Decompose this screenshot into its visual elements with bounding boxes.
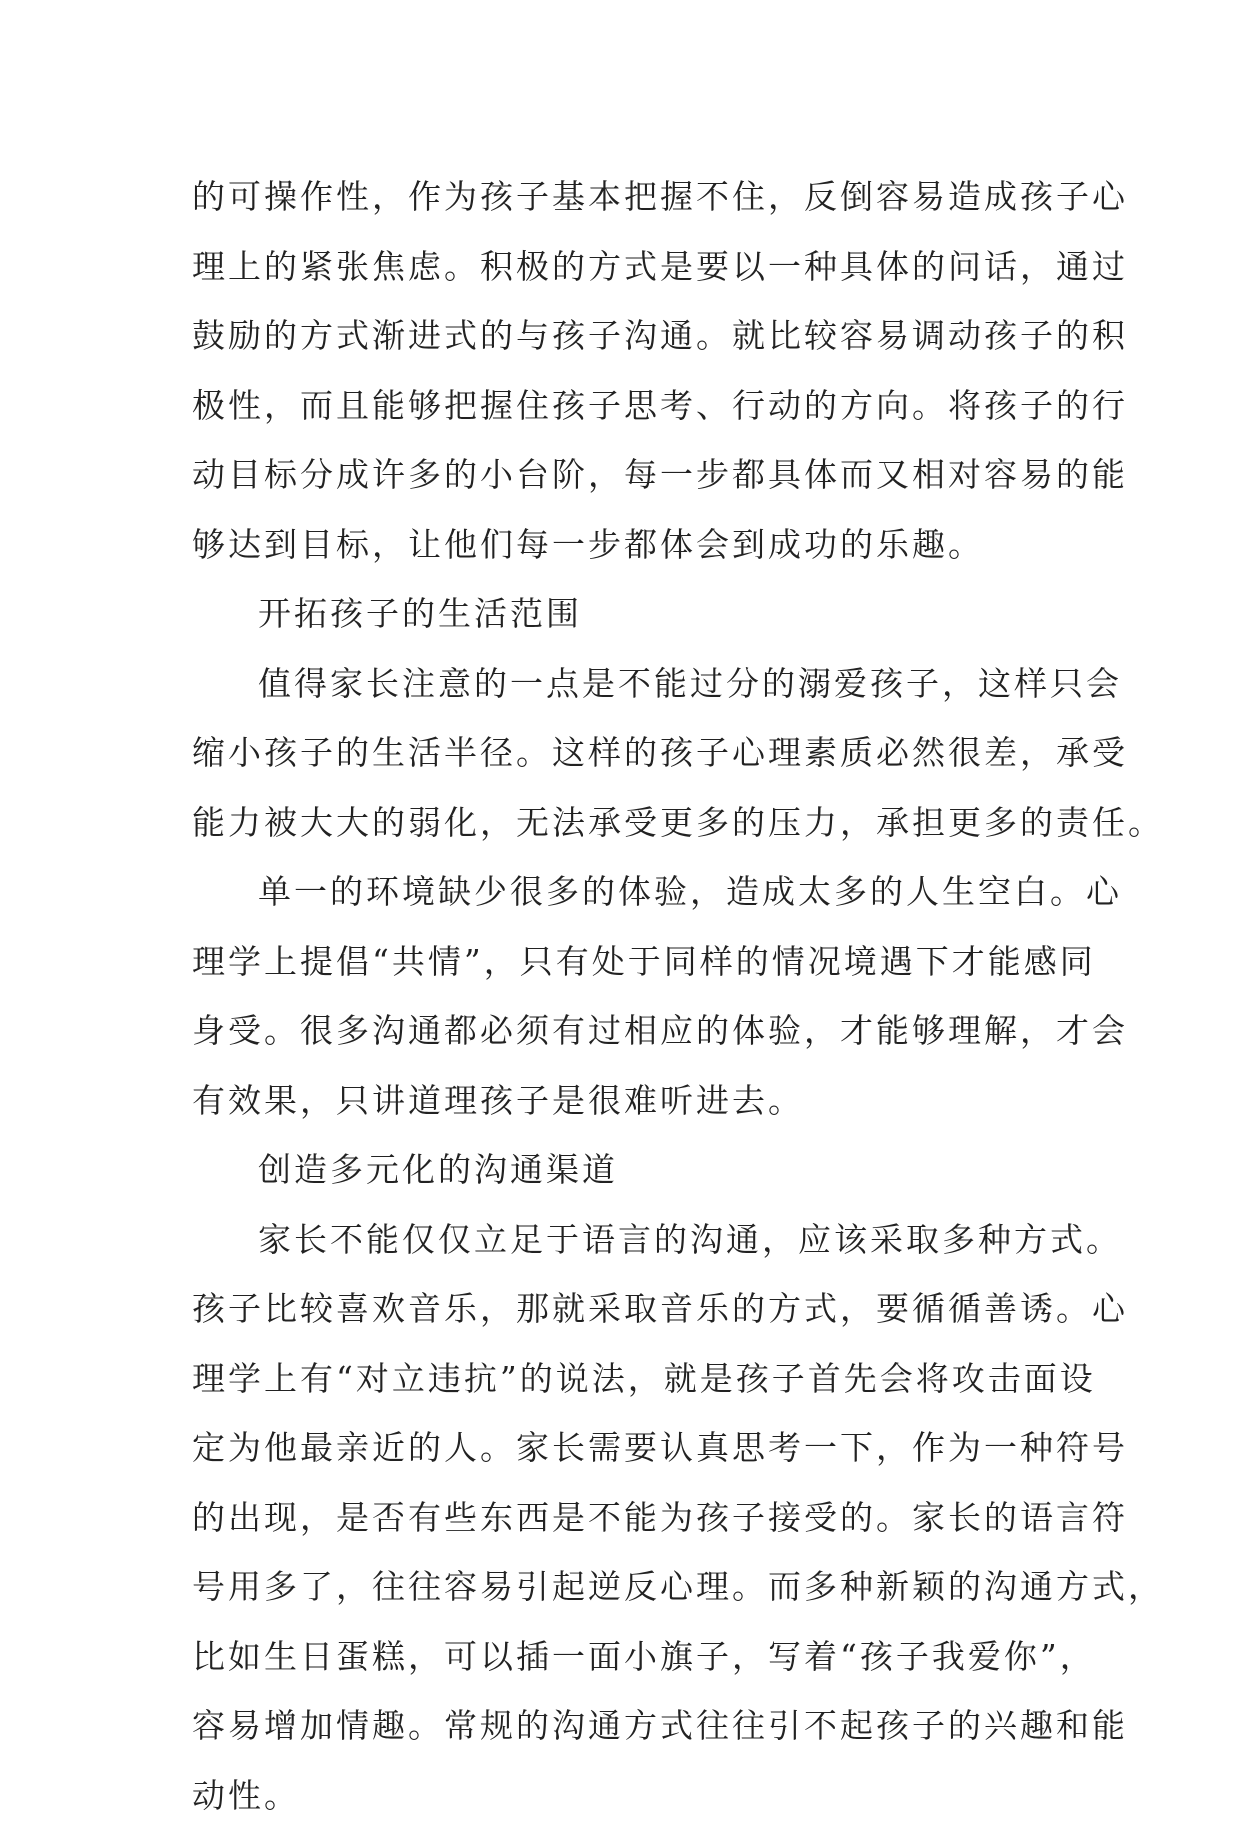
- paragraph-first-line: 家长不能仅仅立足于语言的沟通，应该采取多种方式。: [192, 1205, 1067, 1275]
- text-line: 理学上提倡“共情”，只有处于同样的情况境遇下才能感同: [192, 927, 1067, 997]
- paragraph-first-line: 创造多元化的沟通渠道: [192, 1135, 1067, 1205]
- text-line: 孩子比较喜欢音乐，那就采取音乐的方式，要循循善诱。心: [192, 1274, 1067, 1344]
- text-line: 的可操作性，作为孩子基本把握不住，反倒容易造成孩子心: [192, 162, 1067, 232]
- text-line: 号用多了，往往容易引起逆反心理。而多种新颖的沟通方式，: [192, 1552, 1067, 1622]
- text-line: 能力被大大的弱化，无法承受更多的压力，承担更多的责任。: [192, 788, 1067, 858]
- text-line: 理学上有“对立违抗”的说法，就是孩子首先会将攻击面设: [192, 1344, 1067, 1414]
- text-line: 定为他最亲近的人。家长需要认真思考一下，作为一种符号: [192, 1413, 1067, 1483]
- paragraph-first-line: 开拓孩子的生活范围: [192, 579, 1067, 649]
- text-line: 动性。: [192, 1761, 1067, 1830]
- text-line: 身受。很多沟通都必须有过相应的体验，才能够理解，才会: [192, 996, 1067, 1066]
- text-line: 的出现，是否有些东西是不能为孩子接受的。家长的语言符: [192, 1483, 1067, 1553]
- paragraph-first-line: 单一的环境缺少很多的体验，造成太多的人生空白。心: [192, 857, 1067, 927]
- text-line: 比如生日蛋糕，可以插一面小旗子，写着“孩子我爱你”，: [192, 1622, 1067, 1692]
- paragraph-first-line: 值得家长注意的一点是不能过分的溺爱孩子，这样只会: [192, 649, 1067, 719]
- text-line: 够达到目标，让他们每一步都体会到成功的乐趣。: [192, 510, 1067, 580]
- text-line: 极性，而且能够把握住孩子思考、行动的方向。将孩子的行: [192, 371, 1067, 441]
- text-line: 动目标分成许多的小台阶，每一步都具体而又相对容易的能: [192, 440, 1067, 510]
- text-line: 理上的紧张焦虑。积极的方式是要以一种具体的问话，通过: [192, 232, 1067, 302]
- text-line: 有效果，只讲道理孩子是很难听进去。: [192, 1066, 1067, 1136]
- text-line: 鼓励的方式渐进式的与孩子沟通。就比较容易调动孩子的积: [192, 301, 1067, 371]
- document-body: [192, 162, 1067, 1830]
- text-line: 容易增加情趣。常规的沟通方式往往引不起孩子的兴趣和能: [192, 1691, 1067, 1761]
- text-line: 缩小孩子的生活半径。这样的孩子心理素质必然很差，承受: [192, 718, 1067, 788]
